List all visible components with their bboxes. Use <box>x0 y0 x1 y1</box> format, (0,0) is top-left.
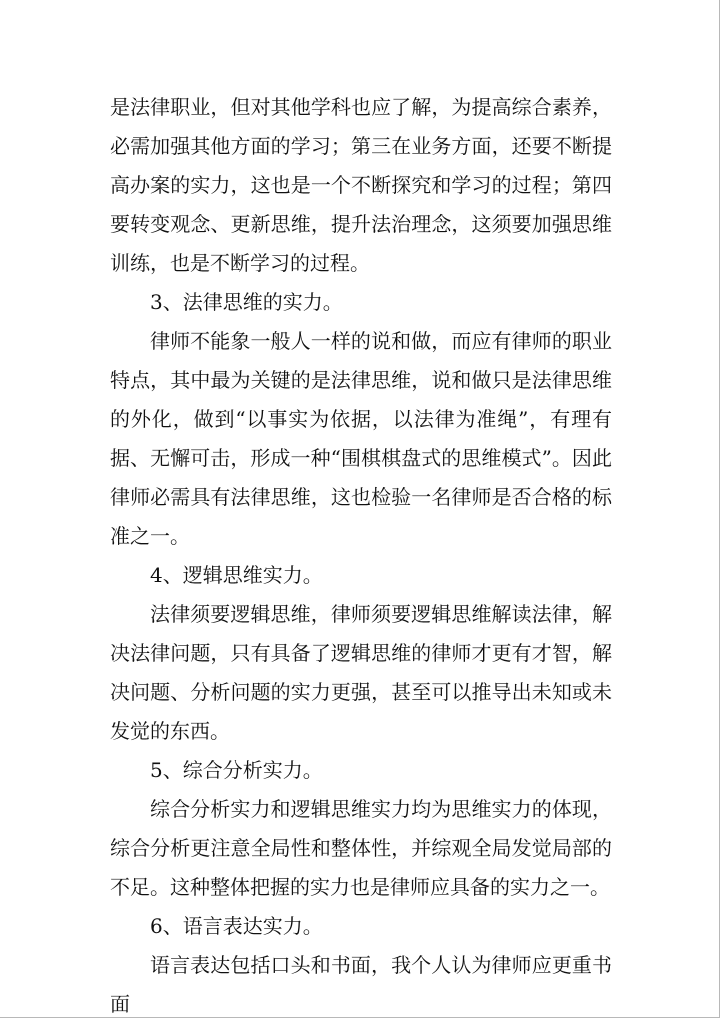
paragraph-legal-thinking: 律师不能象一般人一样的说和做，而应有律师的职业特点，其中最为关键的是法律思维，说和做只是法律思维的外化，做到“以事实为依据，以法律为准绳”，有理有据、无懈可击，形成一种“围棋棋盘式的思维模式”。因此律师必需具有法律思维，这也检验一名律师是否合格的标准之一。 <box>110 329 612 548</box>
paragraph-comprehensive-analysis: 综合分析实力和逻辑思维实力均为思维实力的体现，综合分析更注意全局性和整体性，并综观全局发觉局部的不足。这种整体把握的实力也是律师应具备的实力之一。 <box>110 797 612 899</box>
section-heading-comprehensive-analysis: 5、综合分析实力。 <box>150 758 323 782</box>
section-heading-logical-thinking: 4、逻辑思维实力。 <box>150 563 323 587</box>
section-heading-legal-thinking: 3、法律思维的实力。 <box>150 290 343 314</box>
paragraph-continuation: 是法律职业，但对其他学科也应了解，为提高综合素养，必需加强其他方面的学习；第三在业务方面，还要不断提高办案的实力，这也是一个不断探究和学习的过程；第四要转变观念、更新思维，提升法治理念，这须要加强思维训练，也是不断学习的过程。 <box>110 95 612 275</box>
document-body <box>110 88 612 1024</box>
paragraph-language-expression: 语言表达包括口头和书面，我个人认为律师应更重书面 <box>110 953 612 1016</box>
paragraph-logical-thinking: 法律须要逻辑思维，律师须要逻辑思维解读法律，解决法律问题，只有具备了逻辑思维的律师才更有才智，解决问题、分析问题的实力更强，甚至可以推导出未知或未发觉的东西。 <box>110 602 612 743</box>
section-heading-language-expression: 6、语言表达实力。 <box>150 914 323 938</box>
